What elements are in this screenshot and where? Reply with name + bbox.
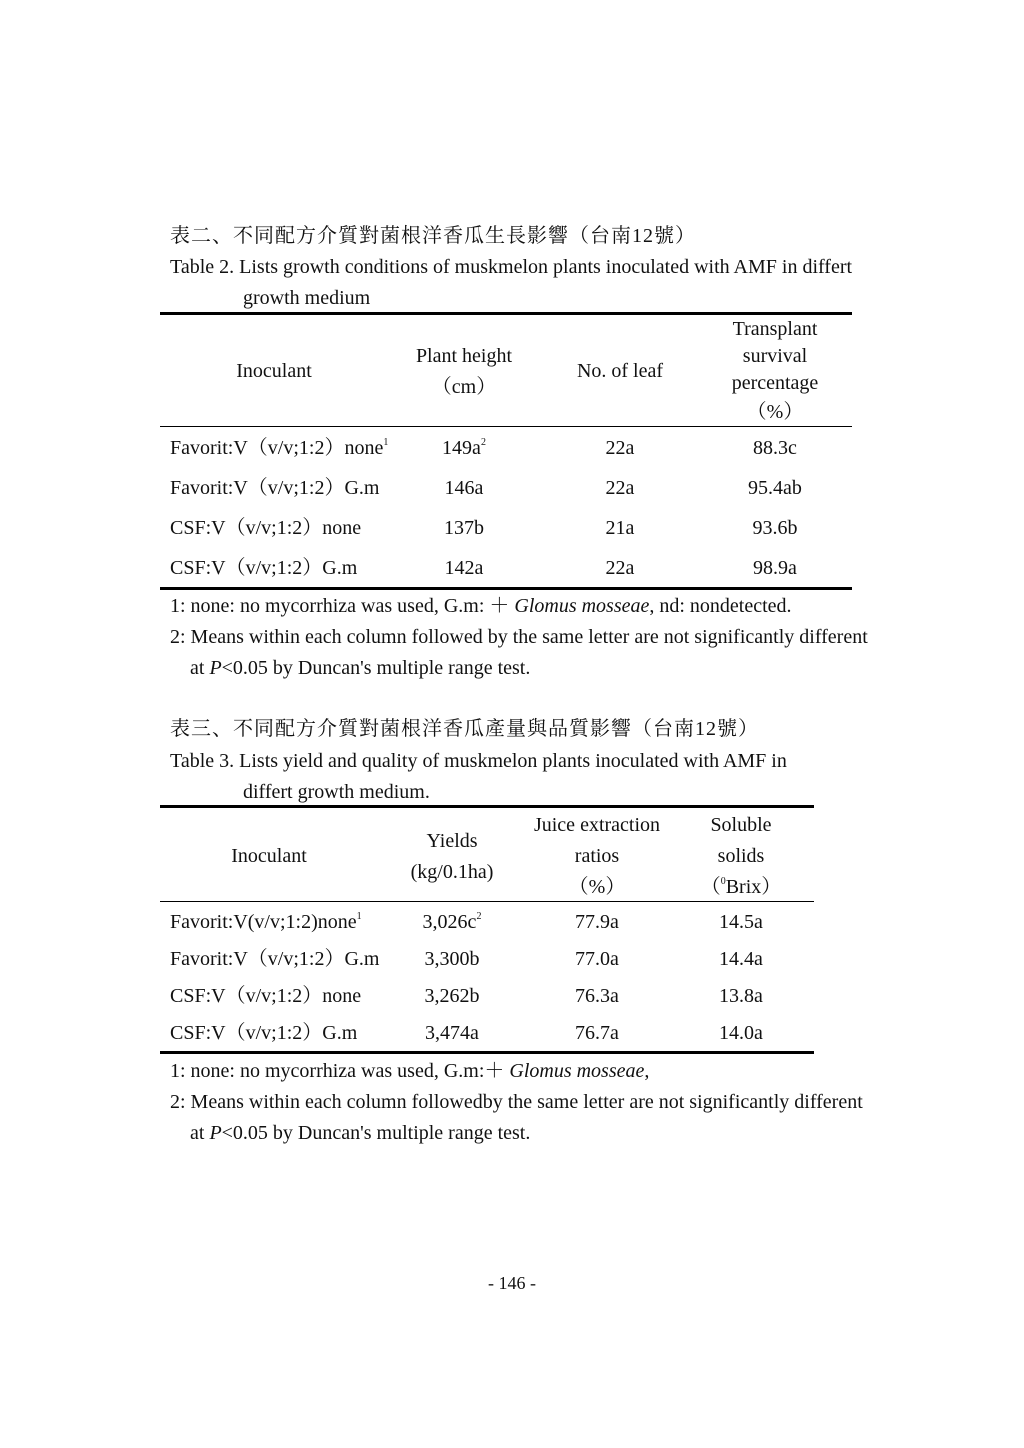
table2-row-2-height: 146a xyxy=(444,477,484,499)
table2-row-4-height: 142a xyxy=(444,557,484,579)
table3-header-juice-ratios: ratios xyxy=(574,845,620,867)
table3-bottom-rule xyxy=(160,1051,814,1054)
table2-row-1-leaf: 22a xyxy=(605,437,635,459)
table3-header-brix-unit: （$^0$Brix） xyxy=(700,876,782,898)
table3-row-4-yields: 3,474a xyxy=(425,1022,479,1044)
table2-header-leaf: No. of leaf xyxy=(576,360,664,382)
table2-row-2-leaf: 22a xyxy=(605,477,635,499)
table2-bottom-rule xyxy=(160,587,852,590)
table3-note-2-cont: at P<0.05 by Duncan's multiple range test. xyxy=(190,1122,531,1144)
table2-row-4-inoculant: CSF:V（v/v;1:2）G.m xyxy=(170,557,358,579)
table3-title-en: Table 3. Lists yield and quality of muskmelon plants inoculated with AMF in xyxy=(170,750,787,772)
table3-row-2-yields: 3,300b xyxy=(424,948,480,970)
table2-header-percentage: percentage xyxy=(731,372,819,394)
table2-row-2-survival: 95.4ab xyxy=(748,477,802,499)
table3-header-rule xyxy=(160,901,814,902)
table2-header-rule xyxy=(160,426,852,427)
table2-header-inoculant: Inoculant xyxy=(236,360,312,382)
table3-row-4-solids: 14.0a xyxy=(719,1022,763,1044)
table3-row-2-inoculant: Favorit:V（v/v;1:2）G.m xyxy=(170,948,380,970)
table2-header-plant-height: Plant height xyxy=(415,345,513,367)
table2-header-transplant: Transplant xyxy=(732,318,818,340)
table3-row-2-solids: 14.4a xyxy=(719,948,763,970)
table3-row-3-inoculant: CSF:V（v/v;1:2）none xyxy=(170,985,362,1007)
table3-row-3-juice: 76.3a xyxy=(575,985,619,1007)
page-number: - 146 - xyxy=(488,1273,536,1293)
table2-note-1: 1: none: no mycorrhiza was used, G.m: ＋ Glomus mosseae, nd: nondetected. xyxy=(170,595,792,617)
table2-row-4-leaf: 22a xyxy=(605,557,635,579)
table3-row-2-juice: 77.0a xyxy=(575,948,619,970)
table3-header-soluble: Soluble xyxy=(710,814,772,836)
table3-note-1: 1: none: no mycorrhiza was used, G.m:＋ Glomus mosseae, xyxy=(170,1060,650,1082)
table2-row-3-survival: 93.6b xyxy=(752,517,798,539)
table2-row-3-height: 137b xyxy=(444,517,484,539)
table2-title-zh: 表二、不同配方介質對菌根洋香瓜生長影響（台南12號） xyxy=(170,225,696,247)
table2-title-en-cont: growth medium xyxy=(243,287,371,309)
table3-header-solids: solids xyxy=(717,845,765,867)
table2-note-2-cont: at P<0.05 by Duncan's multiple range test. xyxy=(190,657,531,679)
table2-row-1-inoculant: Favorit:V（v/v;1:2）none$^1$ xyxy=(170,437,389,459)
table3-header-juice-unit: （%） xyxy=(568,876,626,898)
table3-row-1-inoculant: Favorit:V(v/v;1:2)none$^1$ xyxy=(170,911,362,933)
table2-row-4-survival: 98.9a xyxy=(753,557,797,579)
table2-row-1-height: $149a^2$ xyxy=(442,437,486,459)
table3-row-1-juice: 77.9a xyxy=(575,911,619,933)
table3-header-yields: Yields xyxy=(426,830,478,852)
table3-row-1-yields: $3,026c^2$ xyxy=(422,911,482,933)
table3-row-4-juice: 76.7a xyxy=(575,1022,619,1044)
table3-top-rule xyxy=(160,805,814,808)
table2-header-plant-height-unit: （cm） xyxy=(431,376,497,398)
table3-header-yields-unit: (kg/0.1ha) xyxy=(410,861,494,883)
table3-header-juice: Juice extraction xyxy=(533,814,661,836)
table3-note-2: 2: Means within each column followedby the same letter are not significantly different xyxy=(170,1091,863,1113)
table2-row-3-leaf: 21a xyxy=(605,517,635,539)
table2-top-rule xyxy=(160,312,852,315)
table3-header-inoculant: Inoculant xyxy=(231,845,307,867)
table3-row-4-inoculant: CSF:V（v/v;1:2）G.m xyxy=(170,1022,358,1044)
table2-row-2-inoculant: Favorit:V（v/v;1:2）G.m xyxy=(170,477,380,499)
table3-title-zh: 表三、不同配方介質對菌根洋香瓜產量與品質影響（台南12號） xyxy=(170,718,759,740)
table2-title-en: Table 2. Lists growth conditions of muskmelon plants inoculated with AMF in differt xyxy=(170,256,853,278)
table2-note-2: 2: Means within each column followed by the same letter are not significantly different xyxy=(170,626,868,648)
table2-row-1-survival: 88.3c xyxy=(753,437,797,459)
table2-header-percent-unit: （%） xyxy=(746,401,804,423)
table3-row-3-solids: 13.8a xyxy=(719,985,763,1007)
table3-row-3-yields: 3,262b xyxy=(424,985,480,1007)
table2-header-survival: survival xyxy=(742,345,808,367)
table3-title-en-cont: differt growth medium. xyxy=(243,781,430,803)
table3-row-1-solids: 14.5a xyxy=(719,911,763,933)
table2-row-3-inoculant: CSF:V（v/v;1:2）none xyxy=(170,517,362,539)
